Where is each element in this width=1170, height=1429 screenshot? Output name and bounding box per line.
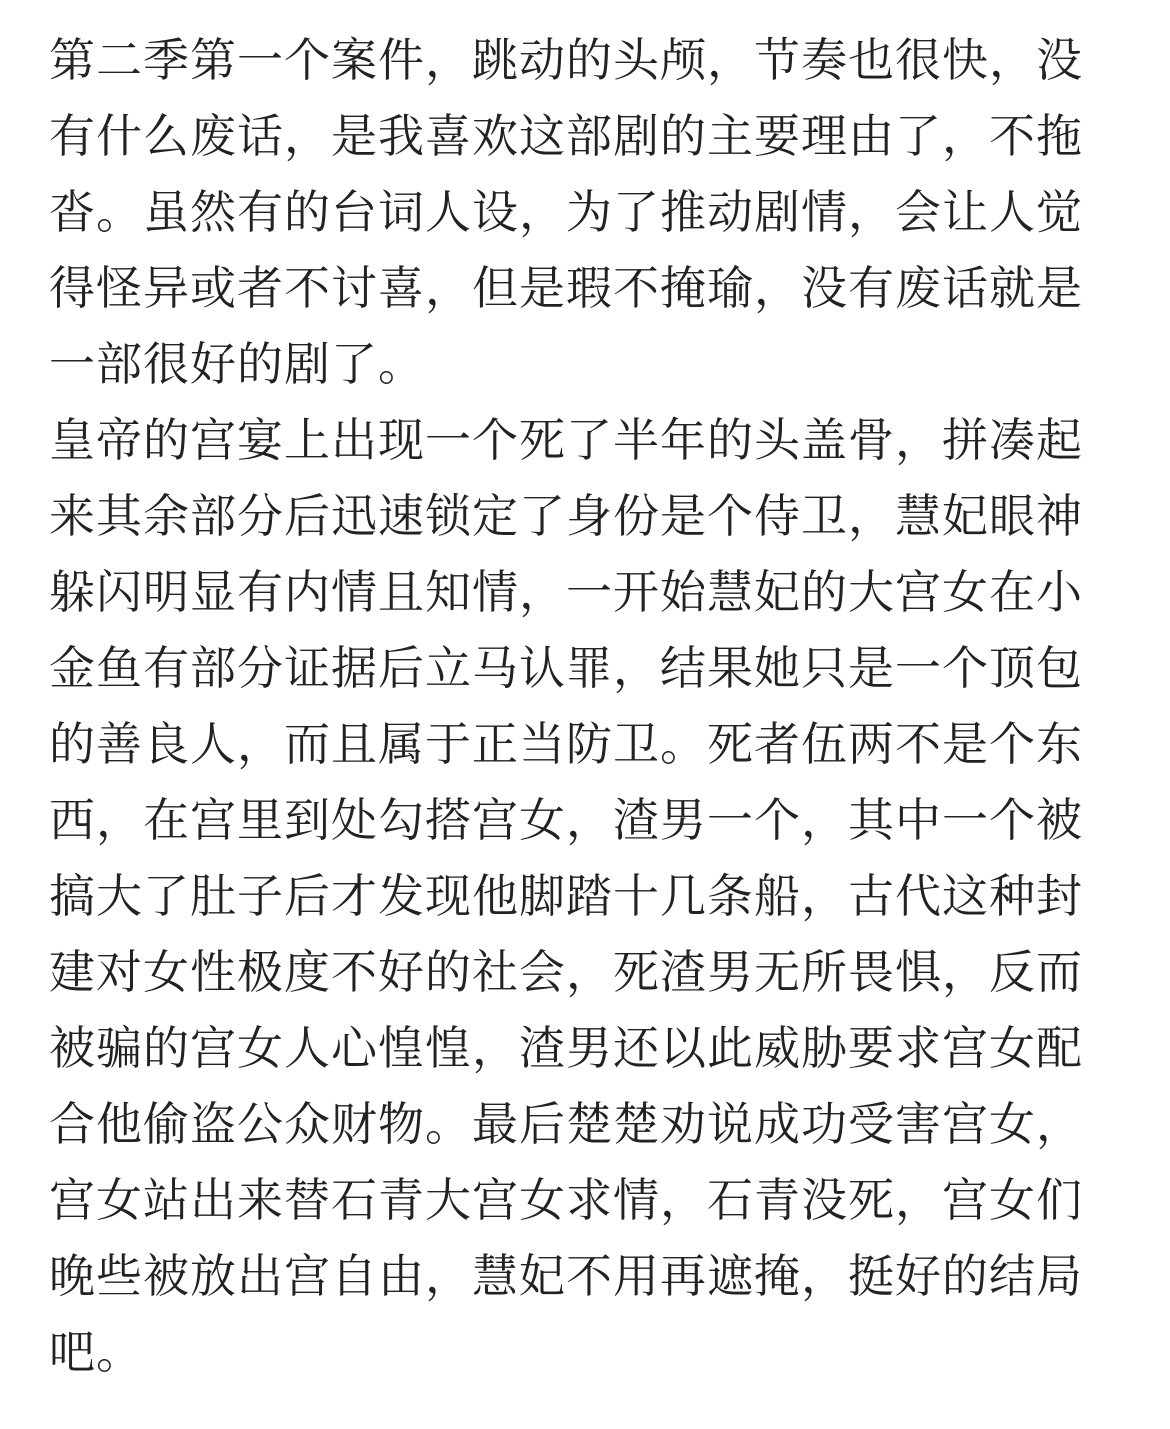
text-line: 吧。 xyxy=(49,1325,143,1379)
text-line: 合他偷盗公众财物。最后楚楚劝说成功受害宫女， xyxy=(49,1097,1083,1151)
text-line: 一部很好的剧了。 xyxy=(49,337,425,391)
text-line: 搞大了肚子后才发现他脚踏十几条船，古代这种封 xyxy=(49,869,1083,923)
text-line: 有什么废话，是我喜欢这部剧的主要理由了，不拖 xyxy=(49,109,1083,163)
text-line: 宫女站出来替石青大宫女求情，石青没死，宫女们 xyxy=(49,1173,1083,1227)
text-line: 沓。虽然有的台词人设，为了推动剧情，会让人觉 xyxy=(49,185,1083,239)
text-line: 西，在宫里到处勾搭宫女，渣男一个，其中一个被 xyxy=(49,793,1083,847)
post-body xyxy=(49,22,1129,1390)
paragraph-1 xyxy=(49,22,1129,402)
text-line: 晚些被放出宫自由，慧妃不用再遮掩，挺好的结局 xyxy=(49,1249,1083,1303)
text-line: 的善良人，而且属于正当防卫。死者伍两不是个东 xyxy=(49,717,1083,771)
text-line: 躲闪明显有内情且知情，一开始慧妃的大宫女在小 xyxy=(49,565,1083,619)
text-line: 建对女性极度不好的社会，死渣男无所畏惧，反而 xyxy=(49,945,1083,999)
text-line: 得怪异或者不讨喜，但是瑕不掩瑜，没有废话就是 xyxy=(49,261,1083,315)
text-line: 皇帝的宫宴上出现一个死了半年的头盖骨，拼凑起 xyxy=(49,413,1083,467)
text-line: 被骗的宫女人心惶惶，渣男还以此威胁要求宫女配 xyxy=(49,1021,1083,1075)
text-line: 第二季第一个案件，跳动的头颅，节奏也很快，没 xyxy=(49,33,1083,87)
text-line: 来其余部分后迅速锁定了身份是个侍卫，慧妃眼神 xyxy=(49,489,1083,543)
paragraph-2 xyxy=(49,402,1129,1390)
text-line: 金鱼有部分证据后立马认罪，结果她只是一个顶包 xyxy=(49,641,1083,695)
